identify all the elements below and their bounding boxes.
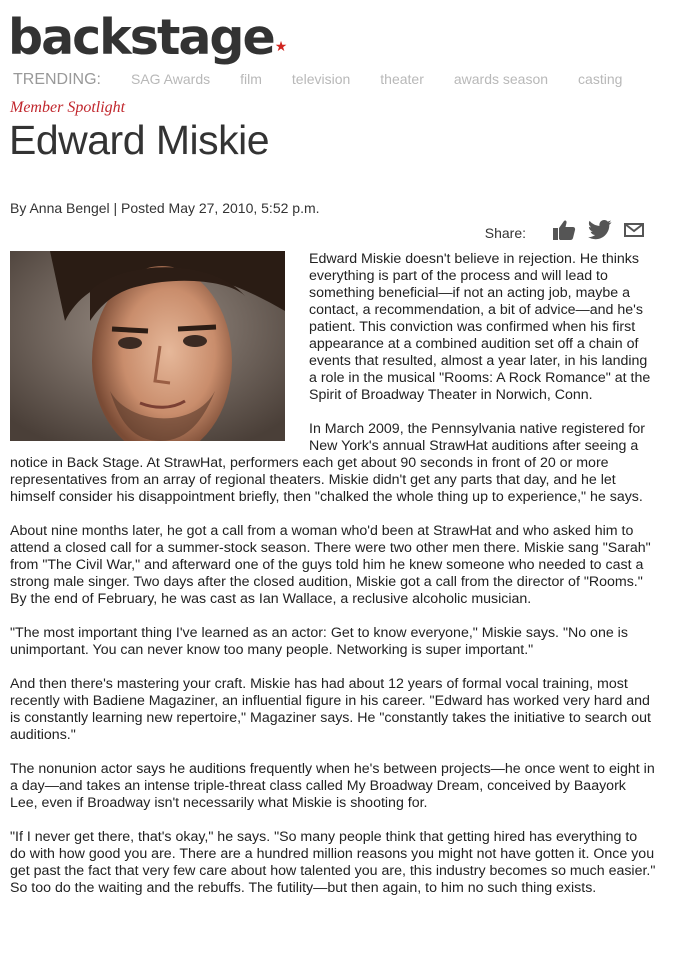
thumbs-up-icon[interactable] <box>552 219 576 246</box>
article-paragraph: The nonunion actor says he auditions frequently when he's between projects—he once went to eight in a day—and takes an intense triple-threat class called My Broadway Dream, conceived by Baayork Lee, even if Broadway isn't necessarily what Miskie is shooting for. <box>10 761 655 811</box>
trending-link-television[interactable]: television <box>291 71 351 87</box>
trending-link-awards-season[interactable]: awards season <box>453 71 549 87</box>
logo-text: backstage <box>8 9 274 66</box>
trending-bar <box>13 71 652 89</box>
trending-link-film[interactable]: film <box>240 71 262 87</box>
twitter-icon[interactable] <box>588 220 612 245</box>
byline: By Anna Bengel | Posted May 27, 2010, 5:52 p.m. <box>10 200 320 216</box>
article-paragraph: "The most important thing I've learned as an actor: Get to know everyone," Miskie says. "No one is unimportant. You can never know too many people. Networking is super important." <box>10 625 628 658</box>
article-kicker[interactable]: Member Spotlight <box>10 99 126 116</box>
logo-star-icon: ★ <box>274 38 288 54</box>
share-bar <box>485 219 644 246</box>
trending-link-casting[interactable]: casting <box>578 71 623 87</box>
trending-link-theater[interactable]: theater <box>380 71 424 87</box>
page-title: Edward Miskie <box>9 117 270 163</box>
email-icon[interactable] <box>624 222 644 243</box>
article-paragraph: In March 2009, the Pennsylvania native registered for New York's annual StrawHat auditions after seeing a notice in Back Stage. At StrawHat, performers each get about 90 seconds in front of 20 or more representatives from an array of regional theaters. Miskie didn't get any parts that day, and he let himself consider his disappointment briefly, then "chalked the whole thing up to experience," he says. <box>10 421 645 505</box>
article-body <box>10 251 656 914</box>
site-logo[interactable] <box>8 8 287 68</box>
article-paragraph: About nine months later, he got a call from a woman who'd been at StrawHat and who asked him to attend a closed call for a summer-stock season. There were two other men there. Miskie sang "Sarah" from "The Civil War," and afterward one of the guys told him he knew someone who needed to cast a strong male singer. Two days after the closed audition, Miskie got a call from the director of "Rooms." By the end of February, he was cast as Ian Wallace, a reclusive alcoholic musician. <box>10 523 651 607</box>
article-paragraph: Edward Miskie doesn't believe in rejection. He thinks everything is part of the process and will lead to something beneficial—if not an acting job, maybe a contact, a recommendation, a bit of advice—and he's patient. This conviction was confirmed when his first appearance at a combined audition set off a chain of events that resulted, almost a year later, in his landing a role in the musical "Rooms: A Rock Romance" at the Spirit of Broadway Theater in Norwich, Conn. <box>309 251 651 403</box>
trending-link-sag-awards[interactable]: SAG Awards <box>131 71 211 87</box>
share-label: Share: <box>484 224 526 241</box>
trending-label: TRENDING: <box>13 71 101 88</box>
article-paragraph: "If I never get there, that's okay," he says. "So many people think that getting hired has everything to do with how good you are. There are a hundred million reasons you might not have gotten it. Once you get past the fact that very few care about how talented you are, this industry becomes so much easier." So too do the waiting and the rebuffs. The futility—but then again, to him no such thing exists. <box>10 829 656 896</box>
author-photo <box>10 251 285 441</box>
article-paragraph: And then there's mastering your craft. Miskie has had about 12 years of formal vocal training, most recently with Badiene Magaziner, an influential figure in his career. "Edward has worked very hard and is constantly learning new repertoire," Magaziner says. He "constantly takes the initiative to search out auditions." <box>10 676 651 743</box>
